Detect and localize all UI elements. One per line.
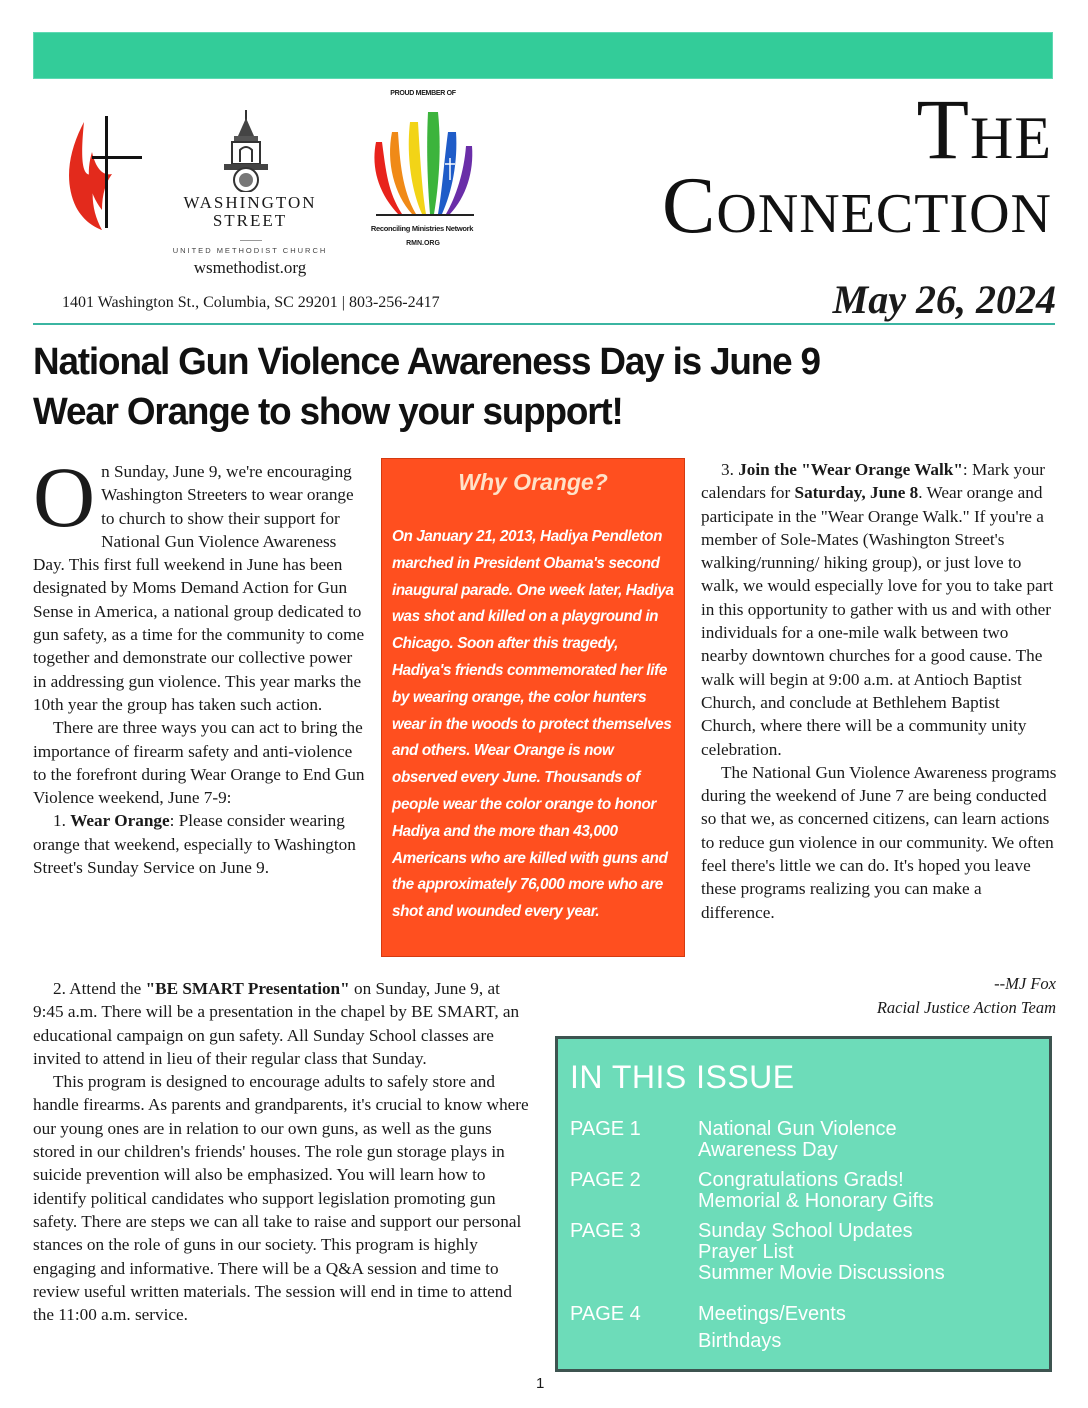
toc-item: Birthdays — [698, 1330, 782, 1352]
headline-line-2: Wear Orange to show your support! — [33, 391, 623, 433]
article-paragraph: 2. Attend the "BE SMART Presentation" on Sunday, June 9, at 9:45 a.m. There will be a presentation in the chapel by BE SMART, an educational campaign on gun safety. All Sunday School classes are invited to attend in lieu of their regular class that Sunday. — [33, 979, 520, 1068]
why-orange-sidebar — [381, 458, 685, 957]
toc-item: Summer Movie Discussions — [698, 1262, 945, 1284]
toc-page: PAGE 1 — [570, 1118, 641, 1140]
issue-date: May 26, 2024 — [832, 277, 1056, 322]
rainbow-flame-icon — [368, 102, 478, 226]
sidebar-title: Why Orange? — [458, 469, 608, 495]
rmn-name: Reconciling Ministries Network — [370, 224, 474, 233]
toc-item: Memorial & Honorary Gifts — [698, 1190, 934, 1212]
signature-name: --MJ Fox — [994, 974, 1056, 993]
toc-item: National Gun Violence — [698, 1118, 897, 1140]
article-column-1 — [33, 449, 365, 879]
sidebar-body: On January 21, 2013, Hadiya Pendleton marched in President Obama's second inaugural parade. One week later, Hadiya was shot and killed on a playground in Chicago. Soon after this tragedy, Hadiya's friends commemorated her life by wearing orange, the color hunters wear in the woods to protect themselves and others. Wear Orange is now observed every June. Thousands of people wear the color orange to honor Hadiya and the more than 43,000 Americans who are killed with guns and the approximately 76,000 more who are shot and wounded every year. — [392, 528, 674, 921]
church-name: WASHINGTON STREET — [183, 193, 317, 230]
church-subtitle: UNITED METHODIST CHURCH — [172, 246, 328, 255]
title-line-1: The — [916, 81, 1052, 177]
rmn-site[interactable]: RMN.ORG — [406, 240, 440, 247]
page-number: 1 — [536, 1375, 545, 1392]
title-line-2: Connection — [662, 162, 1052, 250]
toc-item: Awareness Day — [698, 1139, 838, 1161]
article-column-3 — [701, 458, 1057, 924]
article-paragraph: 3. Join the "Wear Orange Walk": Mark your calendars for Saturday, June 8. Wear orange and participate in the "Wear Orange Walk." If you're a member of Sole-Mates (Washington Street's walking/running/ hiking group), or just love to walk, we would especially love for you to take part in this opportunity to gather with us and with other individuals for a one-mile walk between two nearby downtown churches for a good cause. The walk will begin at 9:00 a.m. at Antioch Baptist Church, and conclude at Bethlehem Baptist Church, where there will be a community unity celebration. — [701, 460, 1054, 759]
in-this-issue-box — [555, 1036, 1052, 1372]
article-paragraph: There are three ways you can act to bring the importance of firearm safety and anti-violence to the forefront during Wear Orange to End Gun Violence weekend, June 7-9: — [33, 718, 365, 808]
rmn-caption: PROUD MEMBER OF — [390, 90, 456, 97]
toc-page: PAGE 3 — [570, 1220, 641, 1242]
toc-page: PAGE 4 — [570, 1303, 641, 1325]
top-color-bar — [33, 32, 1053, 79]
toc-item: Meetings/Events — [698, 1303, 846, 1325]
article-headline — [33, 337, 820, 437]
toc-item: Congratulations Grads! — [698, 1169, 904, 1191]
church-website[interactable]: wsmethodist.org — [193, 258, 307, 277]
logo-divider — [240, 240, 262, 241]
headline-line-1: National Gun Violence Awareness Day is June 9 — [33, 341, 820, 383]
article-column-1-wide — [33, 977, 531, 1326]
toc-heading: IN THIS ISSUE — [570, 1059, 795, 1095]
article-paragraph: On Sunday, June 9, we're encouraging Washington Streeters to wear orange to church to show their support for National Gun Violence Awareness Day. This first full weekend in June has been designated by Moms Demand Action for Gun Sense in America, a national group dedicated to gun safety, as a time for the community to come together and demonstrate our collective power in addressing gun violence. This year marks the 10th year the group has taken such action. — [33, 449, 365, 714]
toc-page: PAGE 2 — [570, 1169, 641, 1191]
church-address: 1401 Washington St., Columbia, SC 29201 | 803-256-2417 — [62, 294, 440, 311]
newsletter-title — [662, 81, 1052, 250]
article-paragraph: 1. Wear Orange: Please consider wearing orange that weekend, especially to Washington Street's Sunday Service on June 9. — [33, 811, 356, 878]
steeple-icon — [218, 110, 274, 192]
cross-and-flame-icon — [62, 112, 144, 234]
header-divider — [33, 323, 1055, 325]
toc-item: Prayer List — [698, 1241, 794, 1263]
toc-item: Sunday School Updates — [698, 1220, 913, 1242]
drop-cap: O — [33, 449, 96, 545]
signature-team: Racial Justice Action Team — [876, 997, 1056, 1017]
article-paragraph: This program is designed to encourage adults to safely store and handle firearms. As parents and grandparents, it's crucial to know where our young ones are in relation to our own guns, as well as the guns stored in our children's friends' houses. The role gun storage plays in suicide prevention will also be emphasized. You will learn how to identify political candidates who support legislation promoting gun safety. There are steps we can all take to raise and support our personal stances on the role of guns in our society. This program is highly engaging and informative. There will be a Q&A session and time to review useful written materials. The session will end in time to attend the 11:00 a.m. service. — [33, 1072, 529, 1325]
article-signature — [877, 972, 1056, 1019]
article-paragraph: The National Gun Violence Awareness programs during the weekend of June 7 are being conducted so that we, as concerned citizens, can learn actions to reduce gun violence in our community. We often feel there's little we can do. It's hoped you leave these programs realizing you can make a difference. — [701, 762, 1057, 922]
